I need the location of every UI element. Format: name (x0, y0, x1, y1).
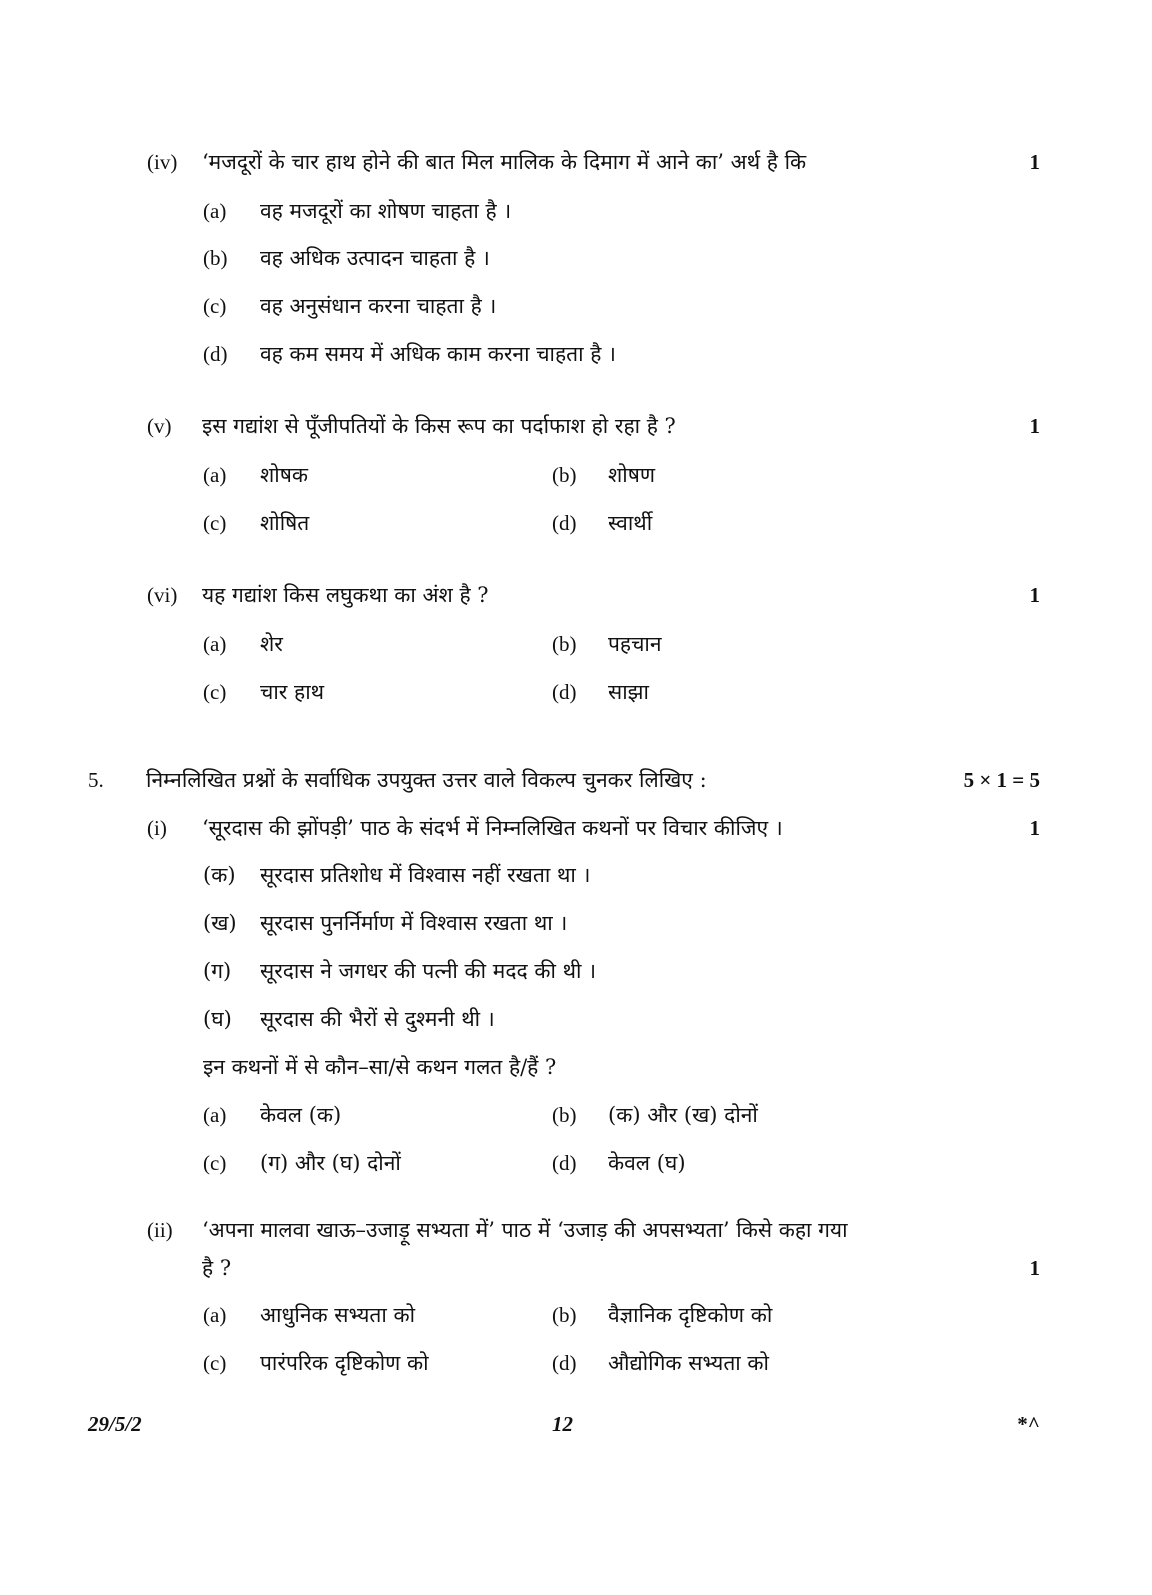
option-label: (a) (203, 463, 227, 487)
option-label: (c) (203, 680, 227, 704)
prompt-row (0, 1049, 1152, 1089)
option-label: (c) (203, 511, 227, 535)
question-number: (i) (147, 816, 167, 840)
option-label: (a) (203, 1303, 227, 1327)
statement-row (0, 1001, 1152, 1041)
option-row (0, 505, 1152, 545)
question-number: (v) (147, 414, 172, 438)
option-label: (a) (203, 632, 227, 656)
question-text: इस गद्यांश से पूँजीपतियों के किस रूप का पर्दाफाश हो रहा है ? (202, 414, 676, 438)
option-text: वह अधिक उत्पादन चाहता है । (260, 246, 490, 270)
question-v (0, 408, 1152, 448)
option-text: चार हाथ (260, 680, 325, 704)
question-number: (ii) (147, 1218, 173, 1242)
question-5 (0, 762, 1152, 802)
option-text: वह मजदूरों का शोषण चाहता है । (260, 199, 512, 223)
question-text: निम्नलिखित प्रश्नों के सर्वाधिक उपयुक्त उत्तर वाले विकल्प चुनकर लिखिए : (146, 768, 707, 792)
option-label: (b) (552, 632, 577, 656)
option-row (0, 1097, 1152, 1137)
option-label: (a) (203, 199, 227, 223)
option-label: (c) (203, 294, 227, 318)
option-label: (b) (203, 246, 228, 270)
option-text: साझा (608, 680, 649, 704)
option-row (0, 1297, 1152, 1337)
option-row (0, 626, 1152, 666)
question-marks: 1 (1029, 150, 1040, 174)
question-marks: 1 (1029, 1256, 1040, 1280)
option-label: (b) (552, 463, 577, 487)
statement-label: (ख) (203, 911, 237, 935)
option-text: आधुनिक सभ्यता को (260, 1303, 416, 1327)
option-text: औद्योगिक सभ्यता को (608, 1351, 769, 1375)
option-text: शोषक (260, 463, 308, 487)
option-label: (c) (203, 1151, 227, 1175)
option-label: (c) (203, 1351, 227, 1375)
statement-text: सूरदास प्रतिशोध में विश्वास नहीं रखता था । (260, 863, 591, 887)
question-number: 5. (88, 768, 104, 792)
statement-row (0, 905, 1152, 945)
option-row (0, 457, 1152, 497)
statement-text: सूरदास की भैरों से दुश्मनी थी । (260, 1007, 495, 1031)
option-text: शोषित (260, 511, 310, 535)
option-text: शोषण (608, 463, 656, 487)
statement-row (0, 953, 1152, 993)
option-row (0, 288, 1152, 328)
option-row (0, 336, 1152, 376)
question-iv (0, 144, 1152, 184)
statement-label: (ग) (203, 959, 232, 983)
option-row (0, 1345, 1152, 1385)
statement-prompt: इन कथनों में से कौन–सा/से कथन गलत है/हैं ? (203, 1055, 557, 1079)
option-label: (b) (552, 1303, 577, 1327)
footer-mark: *^ (1017, 1412, 1040, 1436)
option-label: (a) (203, 1103, 227, 1127)
option-text: केवल (घ) (608, 1151, 686, 1175)
statement-label: (क) (203, 863, 236, 887)
question-text: ‘मजदूरों के चार हाथ होने की बात मिल मालिक के दिमाग में आने का’ अर्थ है कि (202, 150, 807, 174)
statement-text: सूरदास ने जगधर की पत्नी की मदद की थी । (260, 959, 597, 983)
option-text: (क) और (ख) दोनों (608, 1103, 758, 1127)
option-label: (d) (552, 1351, 577, 1375)
statement-row (0, 857, 1152, 897)
option-text: (ग) और (घ) दोनों (260, 1151, 401, 1175)
statement-label: (घ) (203, 1007, 232, 1031)
option-row (0, 240, 1152, 280)
option-text: वैज्ञानिक दृष्टिकोण को (608, 1303, 773, 1327)
option-row (0, 1145, 1152, 1185)
paper-code: 29/5/2 (88, 1412, 142, 1436)
option-label: (b) (552, 1103, 577, 1127)
option-label: (d) (552, 1151, 577, 1175)
option-label: (d) (552, 511, 577, 535)
question-5-i (0, 810, 1152, 850)
question-text: ‘अपना मालवा खाऊ–उजाड़ू सभ्यता में’ पाठ में ‘उजाड़ की अपसभ्यता’ किसे कहा गया (202, 1218, 848, 1242)
question-marks: 1 (1029, 583, 1040, 607)
question-number: (vi) (147, 583, 178, 607)
option-text: वह अनुसंधान करना चाहता है । (260, 294, 497, 318)
option-text: पहचान (608, 632, 662, 656)
option-text: शेर (260, 632, 283, 656)
option-text: केवल (क) (260, 1103, 342, 1127)
question-marks: 1 (1029, 816, 1040, 840)
option-text: वह कम समय में अधिक काम करना चाहता है । (260, 342, 616, 366)
question-marks: 1 (1029, 414, 1040, 438)
question-marks: 5 × 1 = 5 (963, 768, 1040, 792)
question-vi (0, 577, 1152, 617)
question-number: (iv) (147, 150, 178, 174)
option-text: स्वार्थी (608, 511, 653, 535)
option-label: (d) (552, 680, 577, 704)
option-row (0, 674, 1152, 714)
option-text: पारंपरिक दृष्टिकोण को (260, 1351, 429, 1375)
question-5-ii-cont (0, 1250, 1152, 1290)
option-label: (d) (203, 342, 228, 366)
question-text-continued: है ? (202, 1256, 232, 1280)
option-row (0, 193, 1152, 233)
statement-text: सूरदास पुनर्निर्माण में विश्वास रखता था । (260, 911, 568, 935)
question-text: ‘सूरदास की झोंपड़ी’ पाठ के संदर्भ में निम्नलिखित कथनों पर विचार कीजिए । (202, 816, 783, 840)
question-5-ii (0, 1212, 1152, 1252)
question-text: यह गद्यांश किस लघुकथा का अंश है ? (202, 583, 489, 607)
page-number: 12 (552, 1412, 573, 1436)
